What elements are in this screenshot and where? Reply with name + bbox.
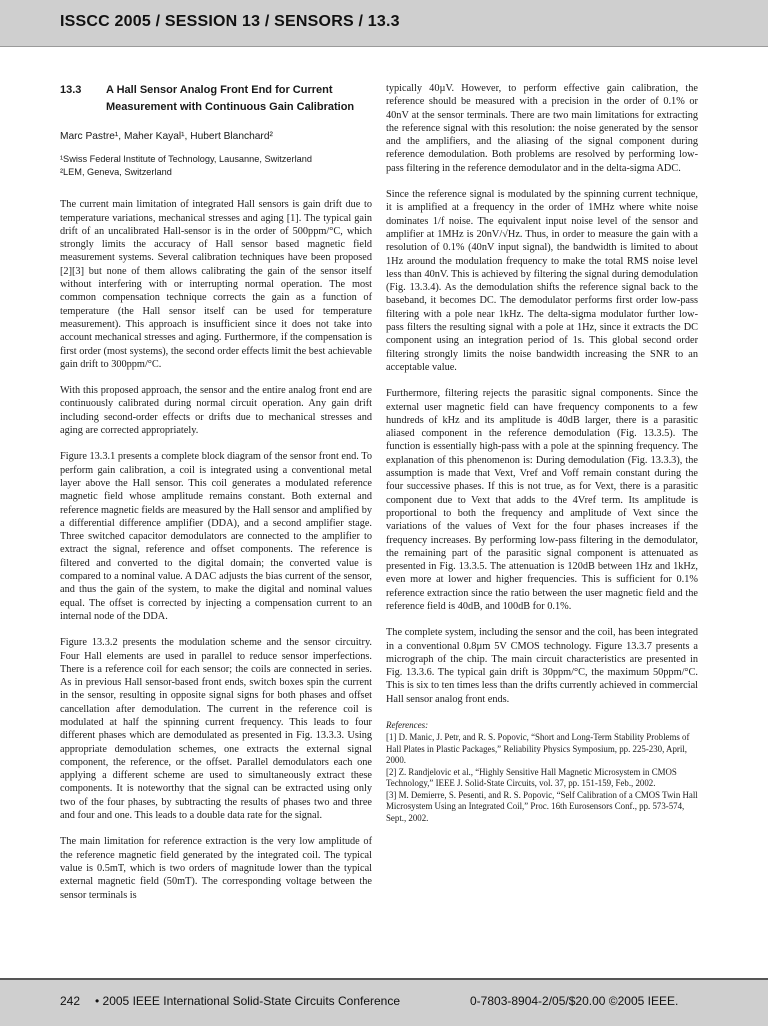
page-header	[0, 0, 768, 47]
body-paragraph: Since the reference signal is modulated by the spinning current technique, it is amplified at a frequency in the order of 1MHz where white noise dominates 1/f noise. The equivalent input noise level of the sensor and amplifier at 1MHz is 20nV/√Hz. Thus, in order to measure the gain with a resolution of 0.1% (40nV input signal), the bandwidth is limited to about 1Hz around the modulation frequency to make the total RMS noise level less than 40nV. This is achieved by filtering the signal during demodulation (Fig. 13.3.4). As the demodulation shifts the reference signal back to the baseband, it becomes DC. The demodulator performs first order low-pass filtering with a pole near 1kHz. The delta-sigma modulator further low-pass filters the resulting signal with a pole at 1Hz, since it extracts the DC component using an integration period of 1s. This global second order filtering strongly limits the noise bandwidth increasing the SNR to an acceptable value.	[386, 189, 698, 373]
reference-item: [3] M. Demierre, S. Pesenti, and R. S. Popovic, “Self Calibration of a CMOS Twin Hall Microsystem Using an Integrated Coil,” Proc. 16th Eurosensors Conf., pp. 573-574, Sept., 2002.	[386, 789, 698, 823]
body-paragraph: Figure 13.3.1 presents a complete block diagram of the sensor front end. To perform gain calibration, a coil is integrated using a conventional metal layer above the Hall sensor. This coil generates a modulated reference magnetic field whose amplitude remains constant. Both external and reference magnetic fields are measured by the Hall sensor and amplified by a differential difference amplifier (DDA), and a second amplifier stage. Three switched capacitor demodulators are connected to the amplifier to extract the signal, reference and offset components. The reference is filtered and converted to the digital domain; the converted value is compared to a nominal value. A DAC adjusts the bias current of the sensor, and thus the gain of the system, to make the digital and nominal values equal. The offset is corrected by injecting a compensation current to an internal node of the DDA.	[60, 451, 372, 622]
body-paragraph: The complete system, including the sensor and the coil, has been integrated in a conventional 0.8µm 5V CMOS technology. Figure 13.3.7 presents a micrograph of the chip. The main circuit characteristics are presented in Fig. 13.3.6. The typical gain drift is 30ppm/°C, the maximum 50ppm/°C. This is six to ten times less than the drifts currently achieved in commercial Hall sensor analog front ends.	[386, 627, 698, 705]
body-paragraph: With this proposed approach, the sensor and the entire analog front end are continuously calibrated during normal circuit operation. Any gain drift including second-order effects or drifts due to mechanical stresses and aging are corrected appropriately.	[60, 385, 372, 437]
reference-item: [2] Z. Randjelovic et al., “Highly Sensitive Hall Magnetic Microsystem in CMOS Technology,” IEEE J. Solid-State Circuits, vol. 37, pp. 151-159, Feb., 2002.	[386, 766, 677, 789]
reference-item: [1] D. Manic, J. Petr, and R. S. Popovic, “Short and Long-Term Stability Problems of Hall Plates in Plastic Packages,” Reliability Physics Symposium, pp. 225-230, April, 2000.	[386, 732, 690, 766]
copyright-notice: 0-7803-8904-2/05/$20.00 ©2005 IEEE.	[470, 994, 679, 1008]
affiliation-2: ²LEM, Geneva, Switzerland	[60, 166, 172, 177]
authors: Marc Pastre¹, Maher Kayal¹, Hubert Blanchard²	[60, 131, 273, 142]
paper-heading	[60, 82, 372, 116]
left-column	[60, 82, 372, 915]
right-column	[386, 82, 698, 824]
session-title: ISSCC 2005 / SESSION 13 / SENSORS / 13.3	[60, 13, 400, 30]
page-number: 242	[60, 994, 81, 1008]
paper-title: A Hall Sensor Analog Front End for Current Measurement with Continuous Gain Calibration	[106, 84, 355, 113]
paper-number: 13.3	[60, 84, 82, 96]
conference-name: • 2005 IEEE International Solid-State Circuits Conference	[95, 994, 401, 1008]
affiliation-1: ¹Swiss Federal Institute of Technology, Lausanne, Switzerland	[60, 154, 312, 165]
page-footer	[0, 978, 768, 1026]
references-heading: References:	[386, 720, 429, 731]
affiliations	[60, 153, 372, 178]
body-paragraph: Furthermore, filtering rejects the parasitic signal components. Since the external user magnetic field can have frequency components to a few hundreds of kHz and its amplitude is 40dB larger, there is a parasitic aliased component in the reference demodulation (Fig. 13.3.5). The function is essentially high-pass with a pole at the spinning frequency. The explanation of this phenomenon is: During demodulation (Fig. 13.3.3), the assumption is made that Vext, Vref and Voff remain constant during the four successive phases. If this is not true, as for Vext, there is a parasitic component due to Vext that adds to the 4Vref term. Its amplitude is proportional to both the frequency and amplitude of Vext since the variations of the values of Vext for the four phases increases if the frequency increases. By performing low-pass filtering in the demodulator, the remaining part of the parasitic signal component is attenuated as presented in Fig. 13.3.5. The attenuation is 120dB between 1Hz and 1kHz, even more at lower and higher frequencies. This is sufficient for 0.1% reference extraction since the ratio between the user magnetic field and the reference field is 40dB, and 100dB for 0.1%.	[386, 388, 698, 612]
body-paragraph: The current main limitation of integrated Hall sensors is gain drift due to temperature variations, mechanical stresses and aging [1]. The typical gain drift of an uncalibrated Hall-sensor is in the order of 500ppm/°C, which strongly limits the accuracy of Hall sensor based magnetic field measurement systems. Several calibration techniques have been proposed [2][3] but none of them allows calibrating the gain of the sensor itself without interfering with or interrupting normal operation. The most common compensation technique corrects the gain as a function of temperature (the Hall sensor itself can be used for temperature measurement). This approach is insufficient since it does not take into account mechanical stresses and aging. Furthermore, if the compensation is first order (most systems), the second order effects limit the best achievable gain drift to 300ppm/°C.	[60, 199, 372, 370]
body-paragraph: typically 40µV. However, to perform effective gain calibration, the reference should be measured with a precision in the order of 0.1% or 40nV at the sensor terminals. There are two main limitations for extracting the reference signal with this resolution: the noise generated by the sensor and the amplifiers, and the aliasing of the signal component during reference demodulation. Both problems are resolved by performing low-pass filtering in the reference demodulator and in the delta-sigma ADC.	[386, 83, 698, 174]
body-paragraph: The main limitation for reference extraction is the very low amplitude of the reference magnetic field generated by the integrated coil. The typical value is 0.5mT, which is two orders of magnitude lower than the typical external magnetic field (50mT). The corresponding voltage between the sensor terminals is	[60, 836, 372, 901]
body-paragraph: Figure 13.3.2 presents the modulation scheme and the sensor circuitry. Four Hall elements are used in parallel to reduce sensor imperfections. There is a reference coil for each sensor; the coils are connected in series. As in previous Hall sensor-based front ends, switch boxes spin the current in the sensor, resulting in opposite signal signs for both phases and offset cancellation after demodulation. The current in the reference coil is modulated at half the spinning current frequency. This leads to four different phases which are demodulated as presented in Fig. 13.3.3. Using appropriate demodulation schemes, one extracts the external signal component, the reference, or the offset. Parallel demodulators each one applying a different scheme are used to simultaneously extract these components. It is noteworthy that the signal can be extracted using only two of the four phases, by subtracting the results of phases two and three and four and one. This leads to a double data rate for the signal.	[60, 637, 372, 822]
